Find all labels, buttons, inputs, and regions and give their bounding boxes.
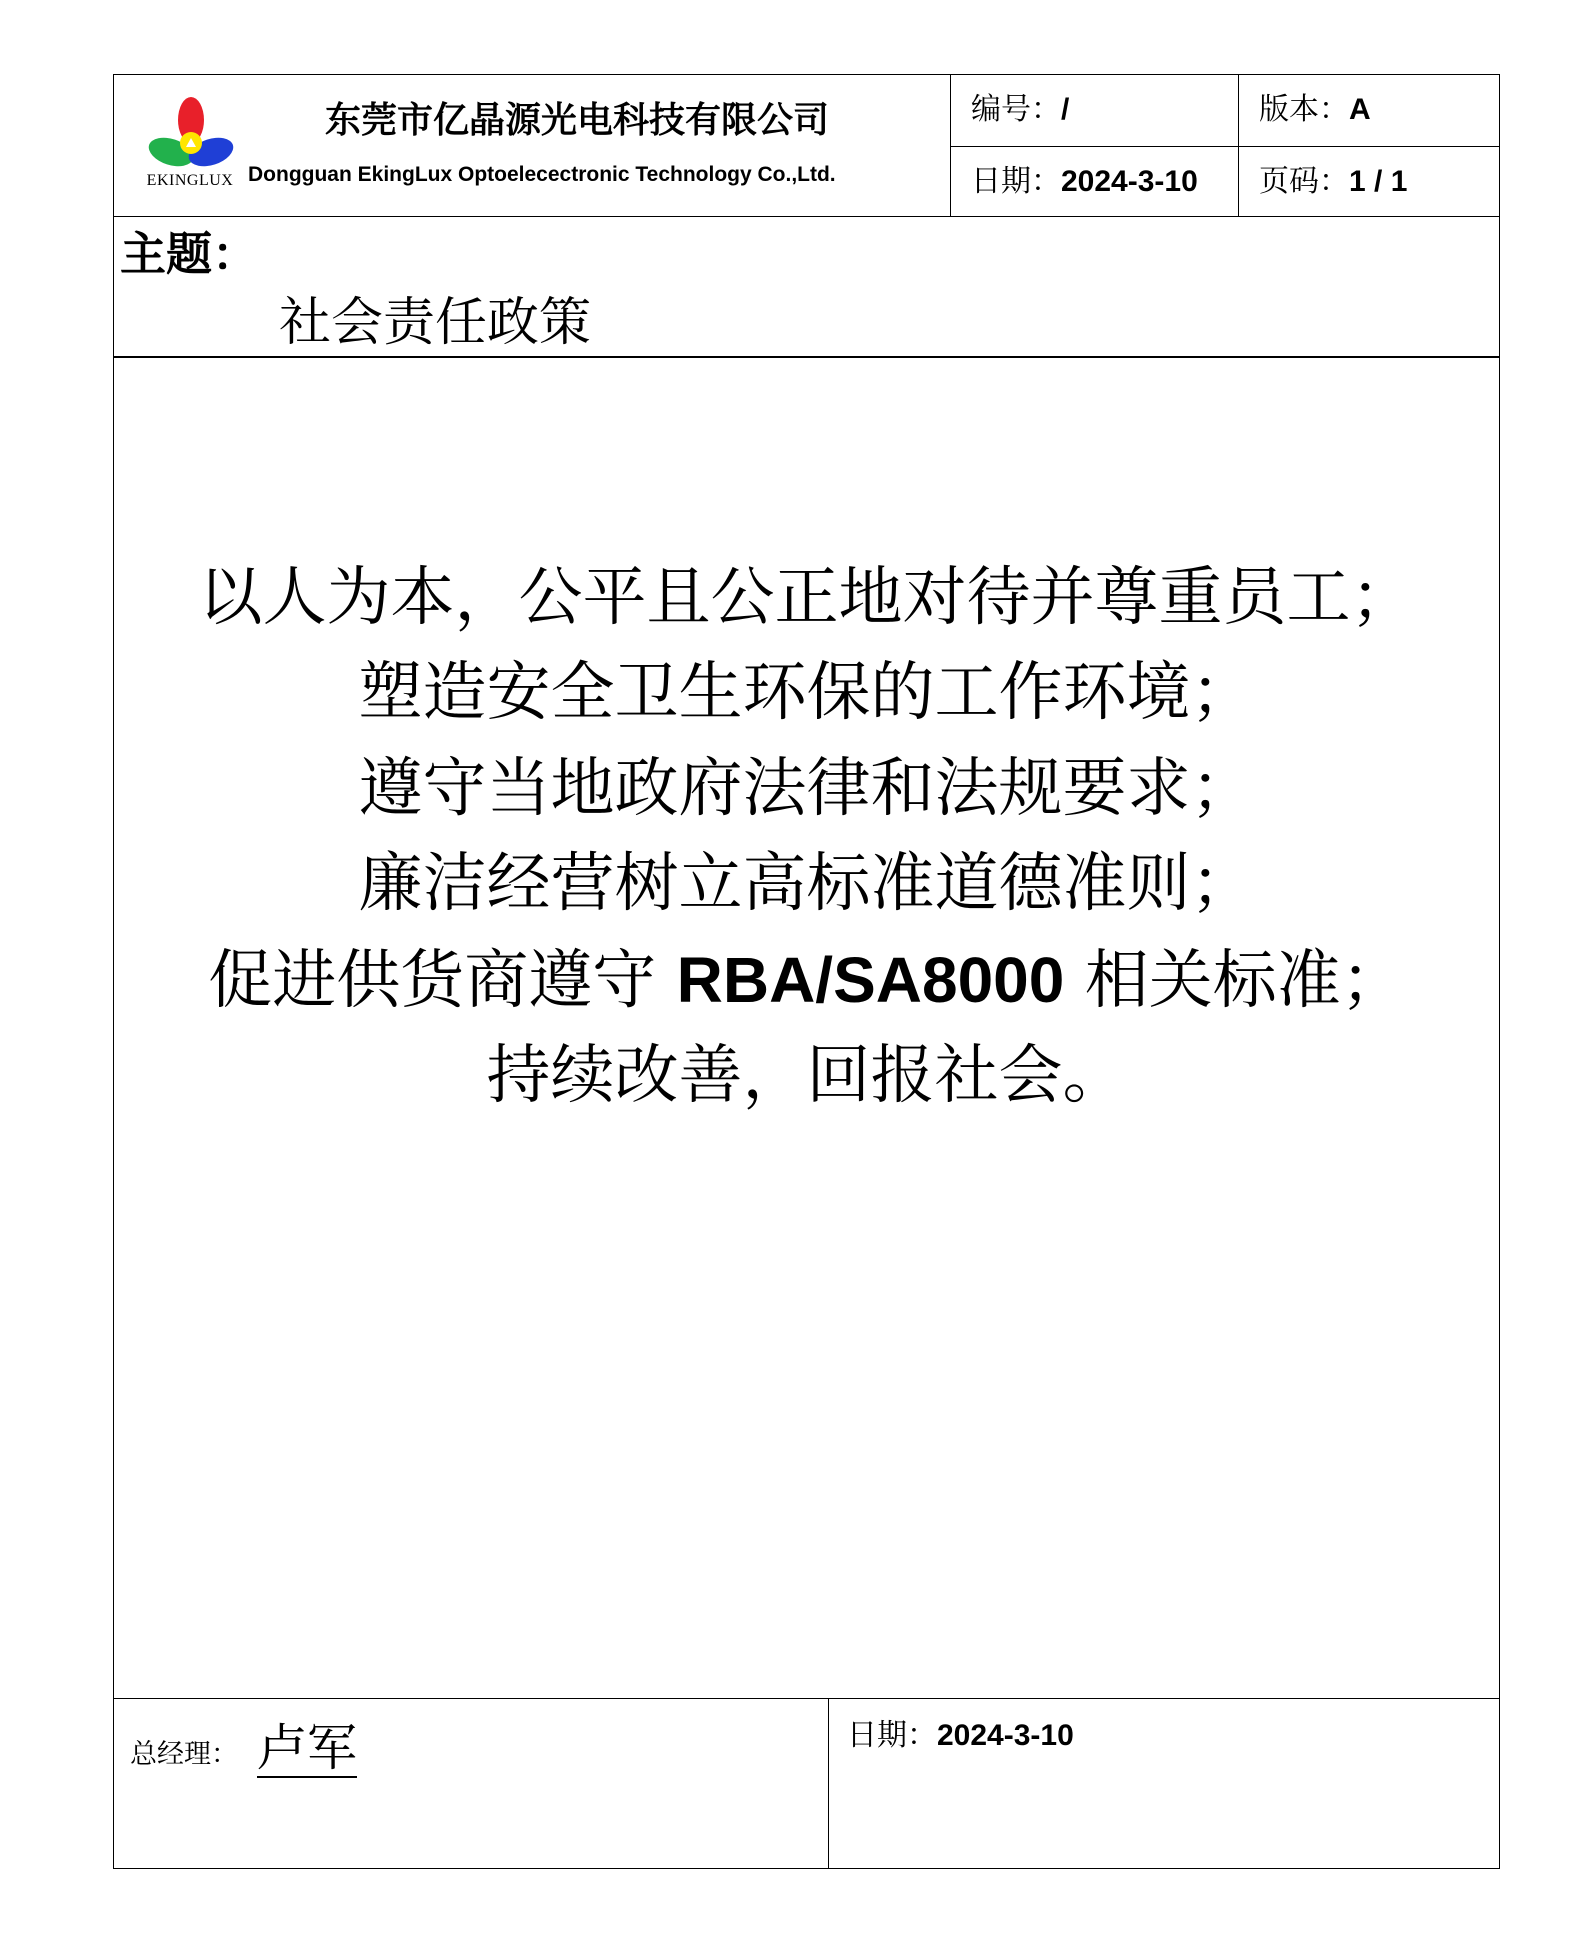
company-logo-icon [146,96,236,176]
general-manager-label: 总经理： [130,1739,238,1770]
policy-line-4: 廉洁经营树立高标准道德准则； [358,847,1255,921]
header-divider [113,216,1500,217]
footer-date [847,1718,1074,1753]
document-number-label: 编号： [971,92,1061,127]
date-value: 2024-3-10 [1061,165,1198,198]
document-version [1259,92,1371,127]
policy-line-6: 持续改善，回报社会。 [486,1039,1127,1113]
document-number [971,92,1070,127]
policy-line-1: 以人为本，公平且公正地对待并尊重员工； [198,561,1415,635]
subject-divider [113,356,1500,358]
general-manager-signature: 卢军 [257,1719,357,1777]
page-label: 页码： [1259,164,1349,199]
policy-line-5 [113,932,1500,1029]
policy-line-5-before: 促进供货商遵守 [208,944,677,1018]
page-value: 1 / 1 [1349,165,1408,198]
version-value: A [1349,93,1371,126]
policy-line-2: 塑造安全卫生环保的工作环境； [358,656,1255,730]
policy-line-5-standard: RBA/SA8000 [676,944,1065,1016]
version-label: 版本： [1259,92,1349,127]
document-number-value: / [1061,93,1070,126]
policy-line-5-after: 相关标准； [1064,944,1405,1018]
header-row-divider [950,146,1500,147]
date-label: 日期： [971,164,1061,199]
footer-divider [113,1698,1500,1699]
policy-line-3: 遵守当地政府法律和法规要求； [358,752,1255,826]
footer-date-label: 日期： [847,1718,937,1753]
page-number [1259,164,1408,199]
subject-title: 社会责任政策 [279,293,592,353]
subject-label: 主题： [120,227,258,281]
footer-column-divider [828,1699,829,1869]
footer-date-value: 2024-3-10 [937,1719,1074,1752]
company-name-chinese: 东莞市亿晶源光电科技有限公司 [324,100,829,141]
logo-wordmark: EKINGLUX [146,172,234,189]
document-date [971,164,1198,199]
company-name-english: Dongguan EkingLux Optoelecectronic Technology Co.,Ltd. [248,163,836,186]
